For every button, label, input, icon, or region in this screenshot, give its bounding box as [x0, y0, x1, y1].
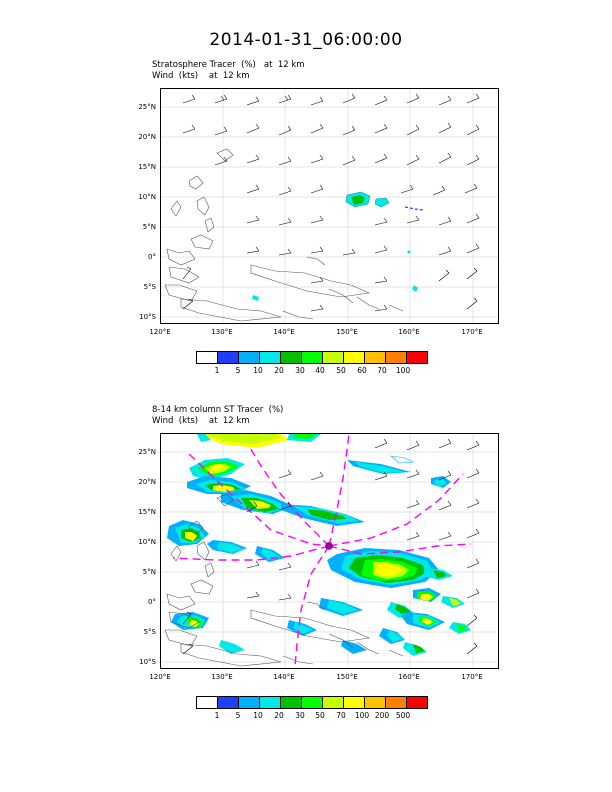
cbar-upper-label-1: 5: [235, 366, 241, 375]
page-title: 2014-01-31_06:00:00: [209, 30, 403, 50]
cbar-lower-label-5: 50: [315, 711, 325, 720]
x-tick-lower-5: 170°E: [461, 673, 483, 681]
cbar-lower-label-9: 500: [395, 711, 411, 720]
panel-upper-label-line1: Stratosphere Tracer (%) at 12 km: [152, 60, 305, 70]
x-tick-upper-1: 130°E: [211, 328, 233, 336]
cbar-lower-cell-9: [386, 697, 407, 708]
y-tick-upper-7: 10°S: [139, 313, 156, 321]
x-tick-lower-2: 140°E: [273, 673, 295, 681]
cbar-upper-label-4: 30: [295, 366, 305, 375]
cbar-lower-label-8: 200: [374, 711, 390, 720]
cbar-upper-label-0: 1: [214, 366, 220, 375]
cbar-lower-label-6: 70: [336, 711, 346, 720]
cbar-upper-label-3: 20: [274, 366, 284, 375]
y-tick-lower-0: 25°N: [138, 448, 156, 456]
y-tick-upper-6: 5°S: [143, 283, 156, 291]
cbar-lower-cell-7: [344, 697, 365, 708]
x-tick-lower-3: 150°E: [336, 673, 358, 681]
cbar-lower-label-4: 30: [295, 711, 305, 720]
panel-lower-label-line2: Wind (kts) at 12 km: [152, 416, 250, 426]
y-tick-upper-3: 10°N: [138, 193, 156, 201]
cbar-lower-label-3: 20: [274, 711, 284, 720]
x-tick-lower-0: 120°E: [149, 673, 171, 681]
cbar-upper-cell-4: [281, 352, 302, 363]
x-tick-upper-3: 150°E: [336, 328, 358, 336]
cbar-lower-cell-6: [323, 697, 344, 708]
x-tick-upper-4: 160°E: [398, 328, 420, 336]
y-tick-upper-4: 5°N: [142, 223, 156, 231]
y-tick-lower-5: 0°: [148, 598, 156, 606]
cbar-lower-cell-0: [197, 697, 218, 708]
x-tick-upper-0: 120°E: [149, 328, 171, 336]
y-tick-upper-2: 15°N: [138, 163, 156, 171]
cbar-upper-cell-2: [239, 352, 260, 363]
center-marker: [326, 543, 333, 550]
cbar-lower-cell-1: [218, 697, 239, 708]
panel-upper-label-line2: Wind (kts) at 12 km: [152, 71, 250, 81]
y-tick-lower-7: 10°S: [139, 658, 156, 666]
cbar-upper-label-9: 100: [395, 366, 411, 375]
cbar-lower-cell-3: [260, 697, 281, 708]
cbar-upper-cell-8: [365, 352, 386, 363]
map-upper: [160, 88, 499, 324]
cbar-lower-cell-2: [239, 697, 260, 708]
y-tick-lower-4: 5°N: [142, 568, 156, 576]
x-tick-upper-2: 140°E: [273, 328, 295, 336]
cbar-upper-cell-7: [344, 352, 365, 363]
y-tick-lower-3: 10°N: [138, 538, 156, 546]
cbar-upper-label-2: 10: [253, 366, 263, 375]
panel-lower-label-line1: 8-14 km column ST Tracer (%): [152, 405, 284, 415]
cbar-upper-cell-9: [386, 352, 407, 363]
cbar-lower-label-2: 10: [253, 711, 263, 720]
cbar-upper-cell-0: [197, 352, 218, 363]
cbar-lower-label-7: 100: [354, 711, 370, 720]
cbar-upper-label-5: 40: [315, 366, 325, 375]
cbar-upper-label-8: 70: [377, 366, 387, 375]
cbar-lower-cell-10: [407, 697, 427, 708]
y-tick-upper-5: 0°: [148, 253, 156, 261]
x-tick-lower-1: 130°E: [211, 673, 233, 681]
y-tick-lower-2: 15°N: [138, 508, 156, 516]
cbar-lower-cell-5: [302, 697, 323, 708]
cbar-lower-label-1: 5: [235, 711, 241, 720]
y-tick-upper-1: 20°N: [138, 133, 156, 141]
cbar-upper-label-7: 60: [357, 366, 367, 375]
cbar-upper-label-6: 50: [336, 366, 346, 375]
cbar-upper-cell-3: [260, 352, 281, 363]
y-tick-lower-1: 20°N: [138, 478, 156, 486]
cbar-upper-cell-6: [323, 352, 344, 363]
map-lower: [160, 433, 499, 669]
y-tick-upper-0: 25°N: [138, 103, 156, 111]
cbar-upper-cell-1: [218, 352, 239, 363]
x-tick-lower-4: 160°E: [398, 673, 420, 681]
cbar-upper-cell-5: [302, 352, 323, 363]
cbar-lower-cell-4: [281, 697, 302, 708]
y-tick-lower-6: 5°S: [143, 628, 156, 636]
cbar-lower-label-0: 1: [214, 711, 220, 720]
x-tick-upper-5: 170°E: [461, 328, 483, 336]
cbar-upper-cell-10: [407, 352, 427, 363]
cbar-lower-cell-8: [365, 697, 386, 708]
